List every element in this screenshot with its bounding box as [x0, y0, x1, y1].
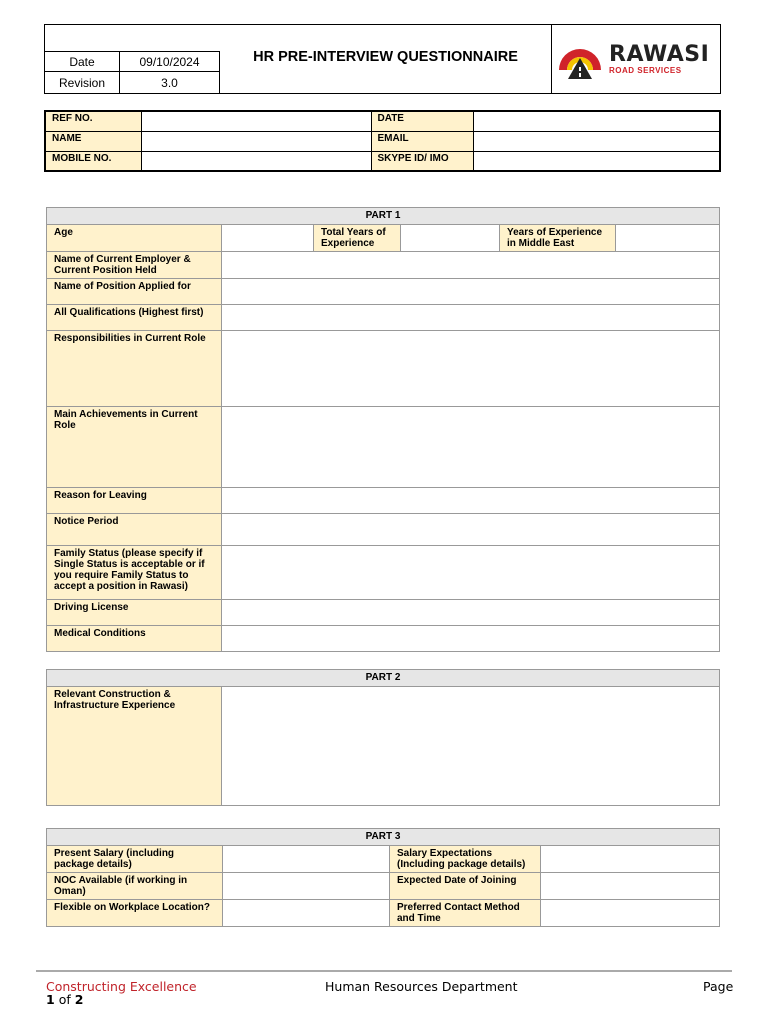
mobile-label: MOBILE NO. — [45, 151, 141, 171]
achievements-field[interactable] — [222, 407, 720, 488]
salary-expectations-label: Salary Expectations (Including package details) — [390, 846, 541, 873]
family-status-label: Family Status (please specify if Single Status is acceptable or if you require Family Status to accept a position in Rawasi) — [47, 546, 222, 600]
part3-title: PART 3 — [47, 829, 720, 846]
ref-no-label: REF NO. — [45, 111, 141, 131]
noc-label: NOC Available (if working in Oman) — [47, 873, 223, 900]
notice-period-field[interactable] — [222, 514, 720, 546]
medical-conditions-label: Medical Conditions — [47, 626, 222, 652]
current-employer-label: Name of Current Employer & Current Position Held — [47, 252, 222, 279]
noc-field[interactable] — [223, 873, 390, 900]
skype-label: SKYPE ID/ IMO — [371, 151, 473, 171]
part3-table — [46, 828, 720, 927]
part1-title: PART 1 — [47, 208, 720, 225]
reason-leaving-label: Reason for Leaving — [47, 488, 222, 514]
page-current: 1 — [46, 992, 55, 1007]
qualifications-label: All Qualifications (Highest first) — [47, 305, 222, 331]
current-employer-field[interactable] — [222, 252, 720, 279]
footer-divider — [36, 970, 732, 972]
driving-license-field[interactable] — [222, 600, 720, 626]
responsibilities-field[interactable] — [222, 331, 720, 407]
middle-east-experience-field[interactable] — [616, 225, 720, 252]
ref-no-field[interactable] — [141, 111, 371, 131]
position-applied-label: Name of Position Applied for — [47, 279, 222, 305]
date-label: Date — [45, 51, 120, 72]
middle-east-experience-label: Years of Experience in Middle East — [500, 225, 616, 252]
part1-table — [46, 207, 720, 652]
age-label: Age — [47, 225, 222, 252]
company-logo — [551, 25, 721, 93]
contact-method-label: Preferred Contact Method and Time — [390, 900, 541, 927]
joining-date-field[interactable] — [541, 873, 720, 900]
present-salary-label: Present Salary (including package details) — [47, 846, 223, 873]
notice-period-label: Notice Period — [47, 514, 222, 546]
name-label: NAME — [45, 131, 141, 151]
total-experience-label: Total Years of Experience — [314, 225, 401, 252]
skype-field[interactable] — [473, 151, 720, 171]
family-status-field[interactable] — [222, 546, 720, 600]
page-of: of — [58, 992, 71, 1007]
logo-wordmark: RAWASI — [609, 41, 710, 67]
driving-license-label: Driving License — [47, 600, 222, 626]
revision-value: 3.0 — [120, 72, 220, 93]
present-salary-field[interactable] — [223, 846, 390, 873]
mobile-field[interactable] — [141, 151, 371, 171]
position-applied-field[interactable] — [222, 279, 720, 305]
logo-subtitle: ROAD SERVICES — [609, 65, 682, 75]
name-field[interactable] — [141, 131, 371, 151]
total-experience-field[interactable] — [401, 225, 500, 252]
salary-expectations-field[interactable] — [541, 846, 720, 873]
document-header — [44, 24, 721, 94]
construction-experience-field[interactable] — [222, 687, 720, 806]
construction-experience-label: Relevant Construction & Infrastructure Experience — [47, 687, 222, 806]
achievements-label: Main Achievements in Current Role — [47, 407, 222, 488]
reason-leaving-field[interactable] — [222, 488, 720, 514]
age-field[interactable] — [222, 225, 314, 252]
medical-conditions-field[interactable] — [222, 626, 720, 652]
part2-table — [46, 669, 720, 806]
footer-page-label: Page — [703, 979, 734, 994]
date-value: 09/10/2024 — [120, 51, 220, 72]
date-field-label: DATE — [371, 111, 473, 131]
footer-department: Human Resources Department — [325, 979, 518, 994]
document-title: HR PRE-INTERVIEW QUESTIONNAIRE — [220, 25, 552, 93]
email-label: EMAIL — [371, 131, 473, 151]
contact-method-field[interactable] — [541, 900, 720, 927]
date-field[interactable] — [473, 111, 720, 131]
workplace-location-field[interactable] — [223, 900, 390, 927]
footer-slogan: Constructing Excellence — [46, 979, 197, 994]
part2-title: PART 2 — [47, 670, 720, 687]
email-field[interactable] — [473, 131, 720, 151]
workplace-location-label: Flexible on Workplace Location? — [47, 900, 223, 927]
page-total: 2 — [74, 992, 84, 1007]
revision-label: Revision — [45, 72, 120, 93]
footer-page-number — [46, 992, 83, 1007]
qualifications-field[interactable] — [222, 305, 720, 331]
responsibilities-label: Responsibilities in Current Role — [47, 331, 222, 407]
candidate-info-table — [44, 110, 721, 172]
joining-date-label: Expected Date of Joining — [390, 873, 541, 900]
rawasi-road-icon — [555, 34, 605, 84]
